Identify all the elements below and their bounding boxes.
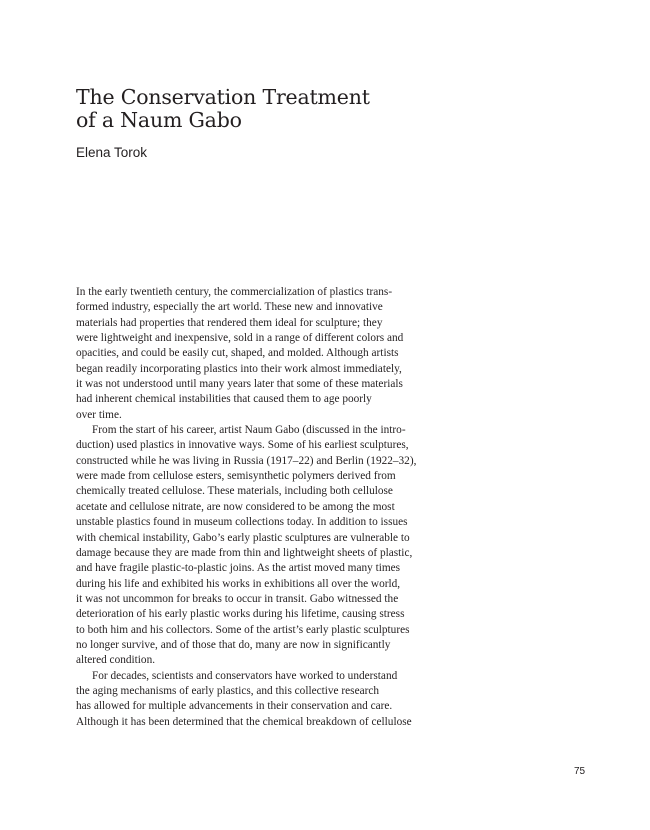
- title-line: of a Naum Gabo: [76, 108, 242, 132]
- body-line: materials had properties that rendered them ideal for sculpture; they: [76, 316, 383, 329]
- body-line: to both him and his collectors. Some of the artist’s early plastic sculptures: [76, 623, 410, 636]
- body-line: the aging mechanisms of early plastics, and this collective research: [76, 684, 380, 697]
- body-line: unstable plastics found in museum collections today. In addition to issues: [76, 516, 408, 529]
- body-line: deterioration of his early plastic works during his lifetime, causing stress: [76, 608, 405, 621]
- body-line: For decades, scientists and conservators have worked to understand: [92, 669, 398, 682]
- body-line: chemically treated cellulose. These materials, including both cellulose: [76, 485, 393, 498]
- body-line: it was not understood until many years later that some of these materials: [76, 378, 403, 391]
- body-line: altered condition.: [76, 654, 156, 667]
- body-line: had inherent chemical instabilities that caused them to age poorly: [76, 393, 372, 406]
- body-line: damage because they are made from thin and lightweight sheets of plastic,: [76, 546, 413, 559]
- body-line: acetate and cellulose nitrate, are now considered to be among the most: [76, 500, 395, 513]
- body-line: has allowed for multiple advancements in their conservation and care.: [76, 700, 393, 713]
- body-line: duction) used plastics in innovative ways. Some of his earliest sculptures,: [76, 439, 409, 452]
- body-line: constructed while he was living in Russia (1917–22) and Berlin (1922–32),: [76, 454, 417, 467]
- body-line: From the start of his career, artist Naum Gabo (discussed in the intro-: [92, 424, 406, 437]
- body-line: opacities, and could be easily cut, shaped, and molded. Although artists: [76, 347, 399, 360]
- body-line: In the early twentieth century, the commercialization of plastics trans-: [76, 286, 393, 298]
- body-line: no longer survive, and of those that do, many are now in significantly: [76, 638, 391, 651]
- body-line: over time.: [76, 408, 122, 421]
- body-line: and have fragile plastic-to-plastic joins. As the artist moved many times: [76, 562, 401, 575]
- body-line: began readily incorporating plastics into their work almost immediately,: [76, 362, 402, 375]
- title-line: The Conservation Treatment: [76, 85, 370, 109]
- page-number: 75: [574, 766, 586, 777]
- body-line: during his life and exhibited his works in exhibitions all over the world,: [76, 577, 401, 590]
- article-body: [76, 285, 476, 730]
- body-line: with chemical instability, Gabo’s early plastic sculptures are vulnerable to: [76, 531, 410, 544]
- author-name: Elena Torok: [76, 145, 148, 160]
- body-line: it was not uncommon for breaks to occur in transit. Gabo witnessed the: [76, 592, 399, 605]
- article-title: [76, 86, 370, 132]
- body-line: Although it has been determined that the chemical breakdown of cellulose: [76, 715, 412, 728]
- body-line: formed industry, especially the art world. These new and innovative: [76, 301, 383, 314]
- body-line: were made from cellulose esters, semisynthetic polymers derived from: [76, 470, 396, 483]
- body-line: were lightweight and inexpensive, sold in a range of different colors and: [76, 332, 404, 345]
